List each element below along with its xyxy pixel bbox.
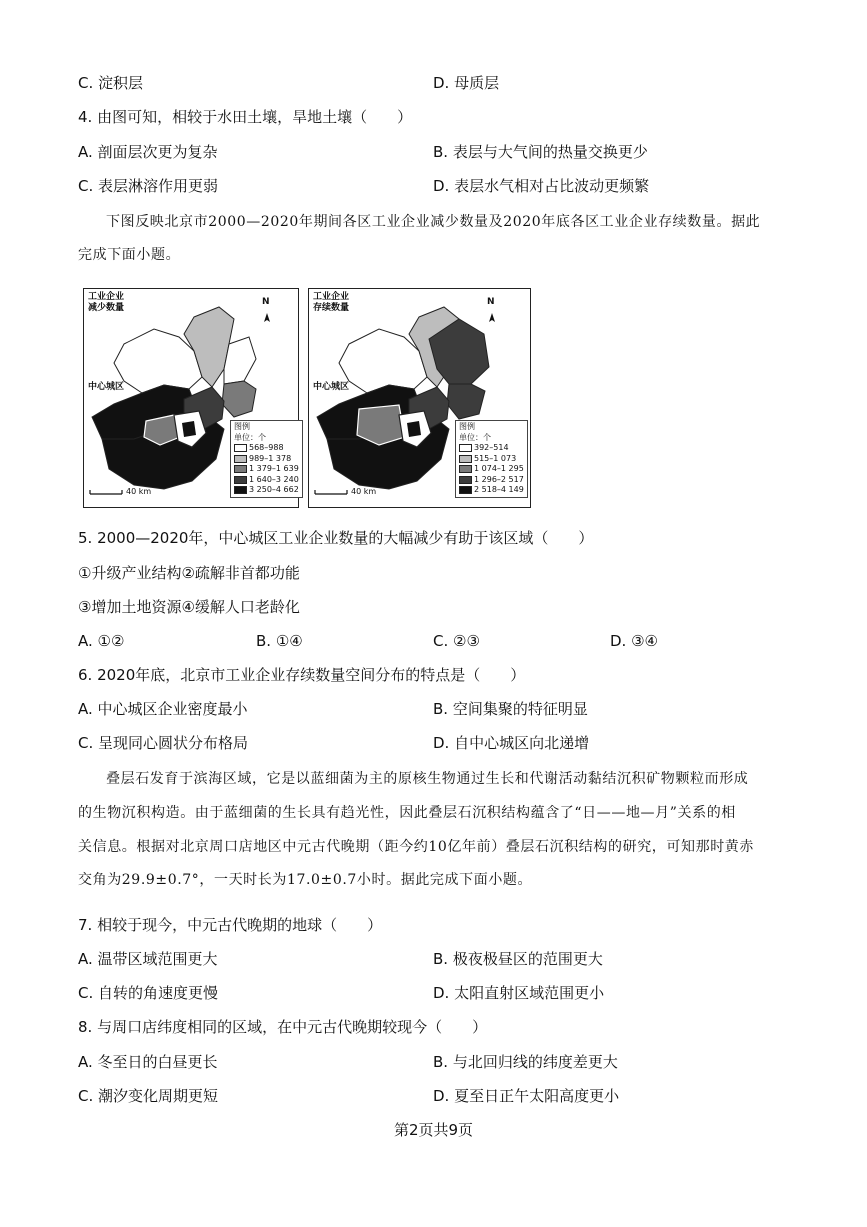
district-core-inner (407, 421, 421, 437)
q8-option-d: D. 夏至日正午太阳高度更小 (433, 1087, 620, 1105)
q4-option-d: D. 表层水气相对占比波动更频繁 (433, 177, 650, 195)
map1-title: 工业企业 减少数量 (88, 292, 125, 313)
q8-option-c: C. 潮汐变化周期更短 (78, 1087, 219, 1105)
q7-option-b: B. 极夜极昼区的范围更大 (433, 950, 603, 968)
q4-option-c: C. 表层淋溶作用更弱 (78, 177, 219, 195)
legend-swatch (459, 476, 472, 484)
q6-option-b: B. 空间集聚的特征明显 (433, 700, 588, 718)
q6-option-c: C. 呈现同心圆状分布格局 (78, 734, 249, 752)
question-5: 5. 2000—2020年，中心城区工业企业数量的大幅减少有助于该区域（ ） (78, 529, 594, 547)
intro-line-2: 完成下面小题。 (78, 247, 181, 263)
legend-swatch (459, 455, 472, 463)
q8-option-b: B. 与北回归线的纬度差更大 (433, 1053, 618, 1071)
district-northeast (224, 337, 256, 384)
option-d: D. 母质层 (433, 74, 500, 92)
district-east (447, 384, 485, 419)
q5-option-a: A. ①② (78, 632, 125, 650)
legend-swatch (459, 444, 472, 452)
passage-line-1: 叠层石发育于滨海区域，它是以蓝细菌为主的原核生物通过生长和代谢活动黏结沉积矿物颗粒而形成 (106, 771, 749, 787)
map1-legend: 图例 单位：个 568–988 989–1 378 1 379–1 639 1 640–3 240 3 250–4 662 (230, 420, 303, 498)
q5-statements-1: ①升级产业结构②疏解非首都功能 (78, 564, 300, 582)
question-4: 4. 由图可知，相较于水田土壤，旱地土壤（ ） (78, 108, 413, 126)
q5-option-b: B. ①④ (256, 632, 303, 650)
q7-option-d: D. 太阳直射区域范围更小 (433, 984, 605, 1002)
q8-option-a: A. 冬至日的白昼更长 (78, 1053, 218, 1071)
question-7: 7. 相较于现今，中元古代晚期的地球（ ） (78, 916, 383, 934)
legend-swatch (234, 476, 247, 484)
passage-line-4: 交角为29.9±0.7°，一天时长为17.0±0.7小时。据此完成下面小题。 (78, 872, 533, 888)
legend-swatch (459, 486, 472, 494)
legend-swatch (234, 455, 247, 463)
map1-center-label: 中心城区 (88, 382, 125, 392)
legend-swatch (459, 465, 472, 473)
district-core-inner (182, 421, 196, 437)
q4-option-b: B. 表层与大气间的热量交换更少 (433, 143, 648, 161)
legend-swatch (234, 444, 247, 452)
district-east (222, 381, 256, 417)
map-reduction (83, 288, 299, 508)
question-6: 6. 2020年底，北京市工业企业存续数量空间分布的特点是（ ） (78, 666, 526, 684)
map2-legend: 图例 单位：个 392–514 515–1 073 1 074–1 295 1 296–2 517 2 518–4 149 (455, 420, 528, 498)
map-remaining (308, 288, 531, 508)
passage-line-2: 的生物沉积构造。由于蓝细菌的生长具有趋光性，因此叠层石沉积结构蕴含了“日——地—月”关系的相 (78, 805, 736, 821)
legend-swatch (234, 486, 247, 494)
map2-north: N (487, 297, 495, 307)
q6-option-a: A. 中心城区企业密度最小 (78, 700, 248, 718)
map1-north: N (262, 297, 270, 307)
north-arrow-icon (489, 313, 495, 322)
q5-statements-2: ③增加土地资源④缓解人口老龄化 (78, 598, 300, 616)
map1-scale: 40 km (126, 487, 152, 496)
q6-option-d: D. 自中心城区向北递增 (433, 734, 590, 752)
page-footer: 第2页共9页 (393, 1121, 474, 1139)
passage-line-3: 关信息。根据对北京周口店地区中元古代晚期（距今约10亿年前）叠层石沉积结构的研究，可知那时黄赤 (78, 839, 755, 855)
map2-scale: 40 km (351, 487, 377, 496)
question-8: 8. 与周口店纬度相同的区域，在中元古代晚期较现今（ ） (78, 1018, 488, 1036)
q5-option-d: D. ③④ (610, 632, 658, 650)
q7-option-c: C. 自转的角速度更慢 (78, 984, 219, 1002)
map2-title: 工业企业 存续数量 (313, 292, 350, 313)
option-c: C. 淀积层 (78, 74, 144, 92)
intro-line-1: 下图反映北京市2000—2020年期间各区工业企业减少数量及2020年底各区工业企业存续数量。据此 (106, 214, 761, 230)
map2-center-label: 中心城区 (313, 382, 350, 392)
q5-option-c: C. ②③ (433, 632, 480, 650)
north-arrow-icon (264, 313, 270, 322)
q7-option-a: A. 温带区域范围更大 (78, 950, 218, 968)
legend-swatch (234, 465, 247, 473)
q4-option-a: A. 剖面层次更为复杂 (78, 143, 218, 161)
